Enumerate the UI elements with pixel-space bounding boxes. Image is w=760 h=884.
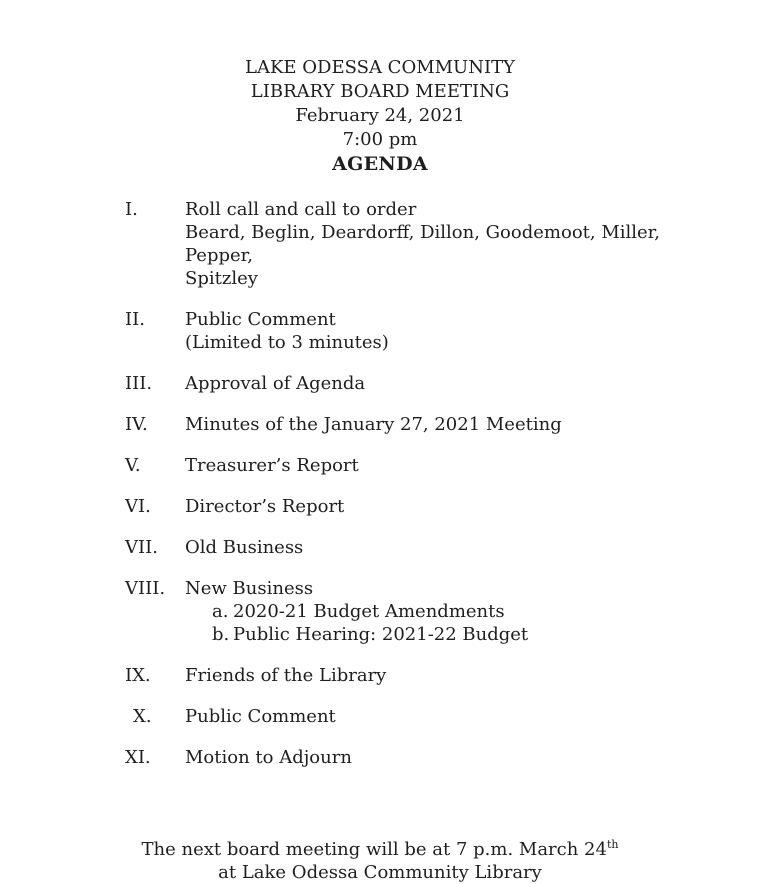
item-content <box>185 198 732 290</box>
item-label: Motion to Adjourn <box>185 747 352 768</box>
ordinal-suffix: th <box>606 838 619 851</box>
meeting-time: 7:00 pm <box>342 129 418 150</box>
item-label: Old Business <box>185 537 304 558</box>
org-name-line2: LIBRARY BOARD MEETING <box>250 81 510 102</box>
sub-item-text: 2020-21 Budget Amendments <box>233 601 505 622</box>
item-numeral: VI. <box>125 496 151 517</box>
item-numeral: IX. <box>125 665 151 686</box>
next-meeting-location: at Lake Odessa Community Library <box>218 862 542 883</box>
sub-item-text: Public Hearing: 2021-22 Budget <box>233 624 529 645</box>
item-label: New Business <box>185 578 314 599</box>
sub-item-budget-amendments <box>212 600 732 623</box>
item-label: Roll call and call to order <box>185 199 417 220</box>
item-label: Treasurer’s Report <box>185 455 359 476</box>
item-numeral: XI. <box>125 747 151 768</box>
item-content <box>185 308 732 354</box>
item-numeral: IV. <box>125 414 148 435</box>
item-numeral: II. <box>125 309 145 330</box>
item-label: Approval of Agenda <box>185 373 366 394</box>
item-label: Friends of the Library <box>185 665 387 686</box>
item-numeral: VII. <box>125 537 158 558</box>
item-numeral: III. <box>125 373 153 394</box>
item-label: Public Comment <box>185 309 336 330</box>
agenda-item-treasurers-report <box>125 454 732 477</box>
sub-item-public-hearing <box>212 623 732 646</box>
item-label: Minutes of the January 27, 2021 Meeting <box>185 414 562 435</box>
roll-call-names-line1: Beard, Beglin, Deardorff, Dillon, Goodemoot, Miller, Pepper, <box>185 222 661 266</box>
roll-call-names-line2: Spitzley <box>185 268 258 289</box>
agenda-list <box>0 198 760 769</box>
agenda-item-public-comment-2 <box>125 705 732 728</box>
agenda-item-minutes <box>125 413 732 436</box>
item-numeral: I. <box>125 199 138 220</box>
sub-item-letter: a. <box>212 601 229 622</box>
agenda-item-approval-of-agenda <box>125 372 732 395</box>
document-footer <box>0 838 760 884</box>
item-numeral: VIII. <box>125 578 166 599</box>
agenda-item-directors-report <box>125 495 732 518</box>
item-label: Director’s Report <box>185 496 345 517</box>
item-numeral: X. <box>133 706 152 727</box>
agenda-item-motion-to-adjourn <box>125 746 732 769</box>
document-header <box>0 0 760 176</box>
org-name-line1: LAKE ODESSA COMMUNITY <box>245 57 515 78</box>
agenda-item-public-comment-1 <box>125 308 732 354</box>
next-meeting-line <box>0 838 760 861</box>
meeting-date: February 24, 2021 <box>295 105 465 126</box>
item-content <box>185 577 732 646</box>
agenda-item-friends-of-library <box>125 664 732 687</box>
new-business-sub-items <box>185 600 732 646</box>
item-label: Public Comment <box>185 706 336 727</box>
document-title: AGENDA <box>332 153 428 175</box>
sub-item-letter: b. <box>212 624 230 645</box>
next-meeting-text: The next board meeting will be at 7 p.m. March 24 <box>141 839 607 860</box>
agenda-item-roll-call <box>125 198 732 290</box>
public-comment-note: (Limited to 3 minutes) <box>185 332 389 353</box>
item-numeral: V. <box>125 455 141 476</box>
agenda-item-old-business <box>125 536 732 559</box>
agenda-item-new-business <box>125 577 732 646</box>
